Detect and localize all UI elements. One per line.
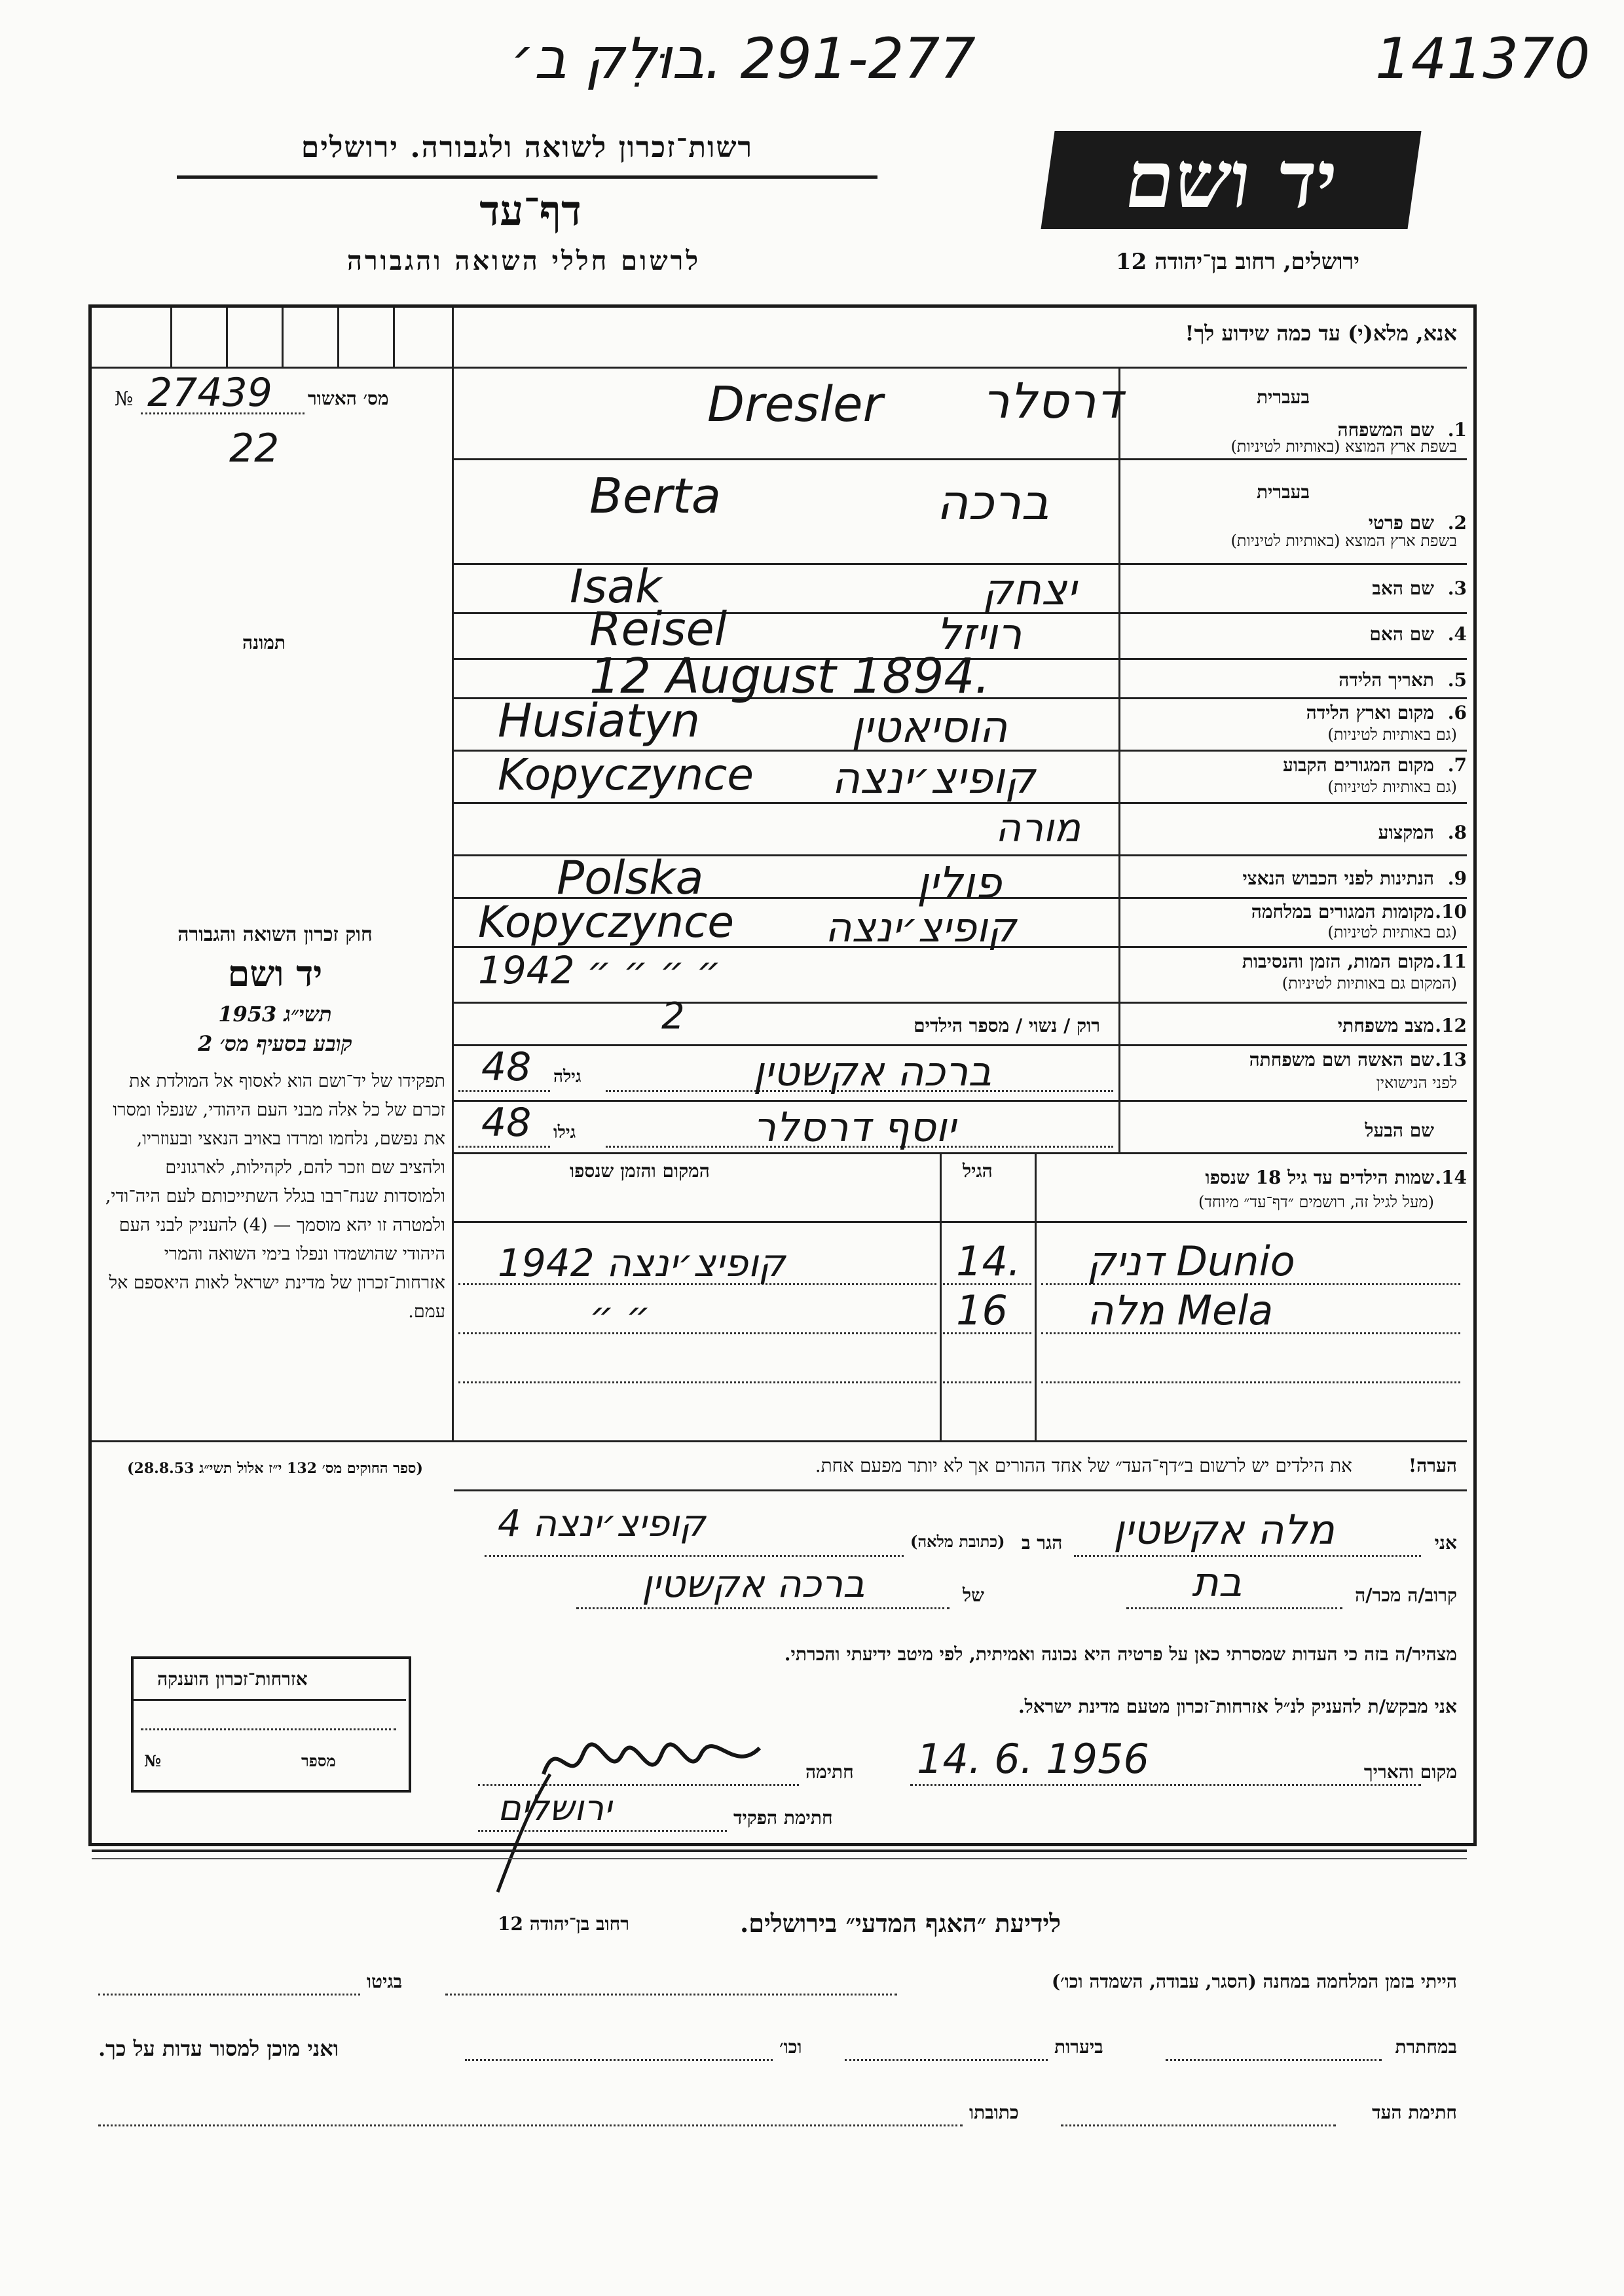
field-2-lang: בעברית: [1256, 481, 1310, 503]
child-2-place: ״ ״: [589, 1293, 651, 1338]
children-age-header: הגיל: [963, 1160, 993, 1182]
form-subtitle: לרשום חללי השואה והגבורה: [346, 246, 701, 276]
tick: [393, 308, 395, 367]
declaration-relation-label: קרוב/ה מכר/ה: [1355, 1584, 1457, 1606]
registration-label: מס׳ האשור: [308, 388, 389, 409]
citizenship-no-prefix: №: [144, 1751, 162, 1770]
field-4-number: .4: [1447, 623, 1467, 645]
children-col-divider: [940, 1152, 942, 1440]
field-7-hebrew-value: קופיצ׳ינצה: [832, 753, 1035, 803]
husband-age-value: 48: [481, 1100, 532, 1146]
registration-no-prefix: №: [115, 388, 134, 410]
child-1-place: קופיצ׳ינצה 1942: [498, 1241, 786, 1285]
registration-sub-number: 22: [229, 426, 280, 471]
note-text: את הילדים יש לרשום ב״דף־העד״ של אחד ההורים אך לא יותר מפעם אחת.: [815, 1455, 1352, 1476]
footer-divider: [92, 1850, 1467, 1852]
field-11-value: 1942 ״ ״ ״ ״: [478, 948, 721, 993]
husband-label: שם הבעל: [1365, 1120, 1434, 1141]
relative-name: ברכה אקשטין: [642, 1561, 865, 1606]
official-signature: ירושלים: [498, 1787, 612, 1829]
field-4-latin-value: Reisel: [589, 602, 728, 656]
relation-value: בת: [1192, 1558, 1242, 1606]
note-bottom-divider: [454, 1489, 1467, 1491]
note-label: הערה!: [1408, 1455, 1457, 1476]
children-col-divider: [1035, 1152, 1037, 1440]
law-name: יד ושם: [227, 953, 323, 994]
official-signature-stroke: [471, 1768, 602, 1899]
witness-name: מלה אקשטין: [1113, 1506, 1335, 1554]
top-handwritten-note: 291-277 .בוּלִק ב׳: [511, 26, 976, 92]
authority-name: רשות־זכרון לשואה ולגבורה. ירושלים: [301, 131, 754, 164]
child-1-age: 14.: [956, 1237, 1021, 1285]
field-5-number: .5: [1447, 669, 1467, 691]
field-2-hebrew-value: ברכה: [936, 475, 1050, 531]
field-2-number: .2: [1447, 512, 1467, 534]
footer-line1-b: בגיטו: [367, 1971, 403, 1992]
field-12-options: רוק / נשוי / מספר הילדים: [913, 1015, 1100, 1036]
field-1-lang: בעברית: [1256, 386, 1310, 408]
field-7-label: מקום המגורים הקבוע: [1283, 754, 1434, 776]
declaration-statement: מצהיר/ה בזה כי העדות שמסרתי כאן על פרטיה היא נכונה ואמיתית, לפי מיטב ידיעתי והכרתי.: [784, 1643, 1457, 1665]
field-7-latin-value: Kopyczynce: [498, 750, 754, 800]
field-3-latin-value: Isak: [570, 560, 662, 613]
field-13-label: שם האשה ושם משפחתה: [1249, 1049, 1434, 1070]
wife-age-label: גילה: [553, 1067, 581, 1087]
tick: [282, 308, 284, 367]
children-place-header: המקום והזמן שנספו: [570, 1160, 710, 1182]
footer-line3-b: כתובתו: [969, 2102, 1019, 2123]
field-2-note: בשפת ארץ המוצא (באותיות לטיניות): [1230, 532, 1457, 550]
yad-vashem-logo: יד ושם: [1041, 131, 1421, 229]
instructions: אנא, מלא(י) עד כמה שידוע לך!: [1185, 321, 1457, 346]
field-14-number: .14: [1435, 1167, 1467, 1188]
footer-line1-a: הייתי בזמן המלחמה במחנה (הסגר, עבודה, השמדה וכו׳): [1051, 1971, 1457, 1992]
field-2-latin-value: Berta: [589, 468, 722, 524]
citizenship-divider: [134, 1699, 406, 1701]
footer-line2-b: ביערות: [1054, 2036, 1103, 2058]
footer-title: לידיעת ״האגף המדעי״ בירושלים.: [740, 1908, 1061, 1938]
archive-number: 141370: [1375, 26, 1591, 92]
field-10-label: מקומות המגורים במלחמה: [1251, 901, 1434, 922]
field-1-label: שם המשפחה: [1337, 419, 1434, 441]
children-title: שמות הילדים עד גיל 18 שנספו: [1205, 1167, 1434, 1188]
footer-address: רחוב בן־יהודה 12: [498, 1913, 629, 1935]
row-divider: [454, 1044, 1467, 1046]
field-8-label: המקצוע: [1378, 822, 1434, 843]
footer-line3-a: חתימת העד: [1372, 2102, 1457, 2123]
field-1-latin-value: Dresler: [707, 376, 883, 433]
citizenship-title: אזרחות־זכרון הוענקה: [157, 1668, 308, 1690]
field-5-label: תאריך הלידה: [1338, 669, 1434, 691]
citizenship-number-label: מספר: [301, 1751, 336, 1770]
field-13-note: לפני הנישואין: [1376, 1074, 1457, 1092]
declaration-address-hint: (כתובת מלאה): [910, 1532, 1005, 1551]
declaration-request: אני מבקש/ת להעניק לנ״ל אזרחות־זכרון מטעם מדינת ישראל.: [1018, 1696, 1457, 1717]
declaration-resides: הגר ב: [1022, 1532, 1063, 1554]
address: ירושלים, רחוב בן־יהודה 12: [1115, 249, 1360, 275]
field-11-label: מקום המות, הזמן והנסיבות: [1242, 951, 1434, 972]
field-6-note: (גם באותיות לטיניות): [1327, 725, 1457, 744]
field-10-number: .10: [1435, 901, 1467, 922]
field-12-value: 2: [661, 995, 685, 1038]
field-12-number: .12: [1435, 1015, 1467, 1036]
field-9-latin-value: Polska: [557, 851, 704, 905]
husband-name-value: יוסף דרסלר: [753, 1103, 956, 1151]
registration-number: 27439: [147, 370, 272, 416]
authority-underline: [177, 175, 877, 179]
field-2-label: שם פרטי: [1368, 512, 1434, 534]
field-6-number: .6: [1447, 702, 1467, 723]
place-date-label: מקום והאריך: [1363, 1761, 1457, 1783]
tick: [170, 308, 172, 367]
declaration-of: של: [963, 1584, 984, 1606]
wife-name-value: ברכה אקשטין: [753, 1048, 992, 1095]
form-title: דף־עד: [479, 187, 581, 236]
field-9-number: .9: [1447, 867, 1467, 889]
official-signature-label: חתימת הפקיד: [733, 1807, 833, 1829]
tick: [226, 308, 228, 367]
signature-label: חתימה: [805, 1761, 854, 1783]
photo-label: תמונה: [242, 632, 286, 653]
field-10-latin-value: Kopyczynce: [478, 897, 734, 947]
law-clause: קובע בסעיף מס׳ 2: [198, 1031, 352, 1056]
wife-age-value: 48: [481, 1044, 532, 1090]
footer-line2-d: ואני מוכן למסור עדות על כך.: [98, 2036, 339, 2061]
field-13-number: .13: [1435, 1049, 1467, 1070]
law-year: תשי״ג 1953: [218, 1002, 332, 1027]
field-4-label: שם האם: [1369, 623, 1434, 645]
tick: [337, 308, 339, 367]
left-column-divider: [452, 308, 454, 1440]
law-heading: חוק זכרון השואה והגבורה: [177, 923, 373, 946]
field-8-value: מורה: [995, 805, 1081, 851]
row-divider: [454, 458, 1467, 460]
field-7-number: .7: [1447, 754, 1467, 776]
field-3-number: .3: [1447, 577, 1467, 599]
field-6-label: מקום וארץ הלידה: [1306, 702, 1434, 723]
field-11-note: (המקום גם באותיות לטיניות): [1282, 974, 1457, 993]
field-6-hebrew-value: הוסיאטין: [851, 702, 1008, 752]
witness-address: קופיצ׳ינצה 4: [498, 1503, 706, 1545]
field-4-hebrew-value: רויזל: [936, 609, 1022, 659]
child-2-name: מלה Mela: [1087, 1286, 1274, 1334]
place-date-value: 14. 6. 1956: [917, 1735, 1149, 1783]
husband-age-label: גילו: [553, 1123, 576, 1142]
field-6-latin-value: Husiatyn: [498, 694, 701, 748]
child-1-name: דניק Dunio: [1087, 1237, 1295, 1285]
label-column-divider: [1118, 367, 1120, 1152]
field-10-hebrew-value: קופיצ׳ינצה: [825, 903, 1016, 951]
field-12-label: מצב משפחתי: [1337, 1015, 1434, 1036]
field-5-value: 12 August 1894.: [589, 648, 991, 704]
children-header-divider: [454, 1221, 1467, 1223]
note-top-divider: [92, 1440, 1467, 1442]
field-1-number: .1: [1447, 419, 1467, 441]
footer-line2-c: וכו׳: [779, 2036, 802, 2058]
divider: [92, 367, 1467, 369]
field-10-note: (גם באותיות לטיניות): [1327, 923, 1457, 941]
field-9-label: הנתינות לפני הכבוש הנאצי: [1242, 867, 1434, 889]
row-divider: [454, 1100, 1467, 1102]
field-3-label: שם האב: [1372, 577, 1434, 599]
row-divider: [454, 1002, 1467, 1004]
row-divider: [454, 1152, 1467, 1154]
law-text: תפקידו של יד־ושם הוא לאסוף אל המולדת את זכרם של כל אלה מבני העם היהודי, שנפלו ומסרו את נפשם, נלחמו ומרדו באויב הנאצי ובעוזריו, ולהציב שם וזכר להם, לקהילות, לארגונים ולמוסדות שנח־רבו בגלל השתייכותם לעם היה־ודי, ולמטרה זו יהא מוסמך — (4) להעניק לבני העם היהודי שהושמדו ונפלו בימי השואה והמרי אזרחות־זכרון של מדינת ישראל לאות היאספם אל עמם.: [105, 1071, 445, 1322]
children-subtitle: (מעל לגיל זה, רושמים ״דף־עד״ מיוחד): [1198, 1193, 1434, 1211]
footer-divider: [92, 1858, 1467, 1859]
child-2-age: 16: [956, 1286, 1008, 1334]
law-citation: (ספר החוקים מס׳ 132 י״ז אלול תשי״ג 28.8.53): [127, 1460, 423, 1477]
footer-line2-a: במחתרת: [1395, 2036, 1457, 2058]
field-1-hebrew-value: דרסלר: [982, 373, 1123, 429]
field-9-hebrew-value: פולין: [917, 858, 1002, 908]
field-3-hebrew-value: יצחק: [982, 564, 1077, 615]
declaration-ani: אני: [1434, 1532, 1457, 1554]
field-7-note: (גם באותיות לטיניות): [1327, 778, 1457, 796]
field-1-note: בשפת ארץ המוצא (באותיות לטיניות): [1230, 437, 1457, 456]
field-11-number: .11: [1435, 951, 1467, 972]
field-8-number: .8: [1447, 822, 1467, 843]
